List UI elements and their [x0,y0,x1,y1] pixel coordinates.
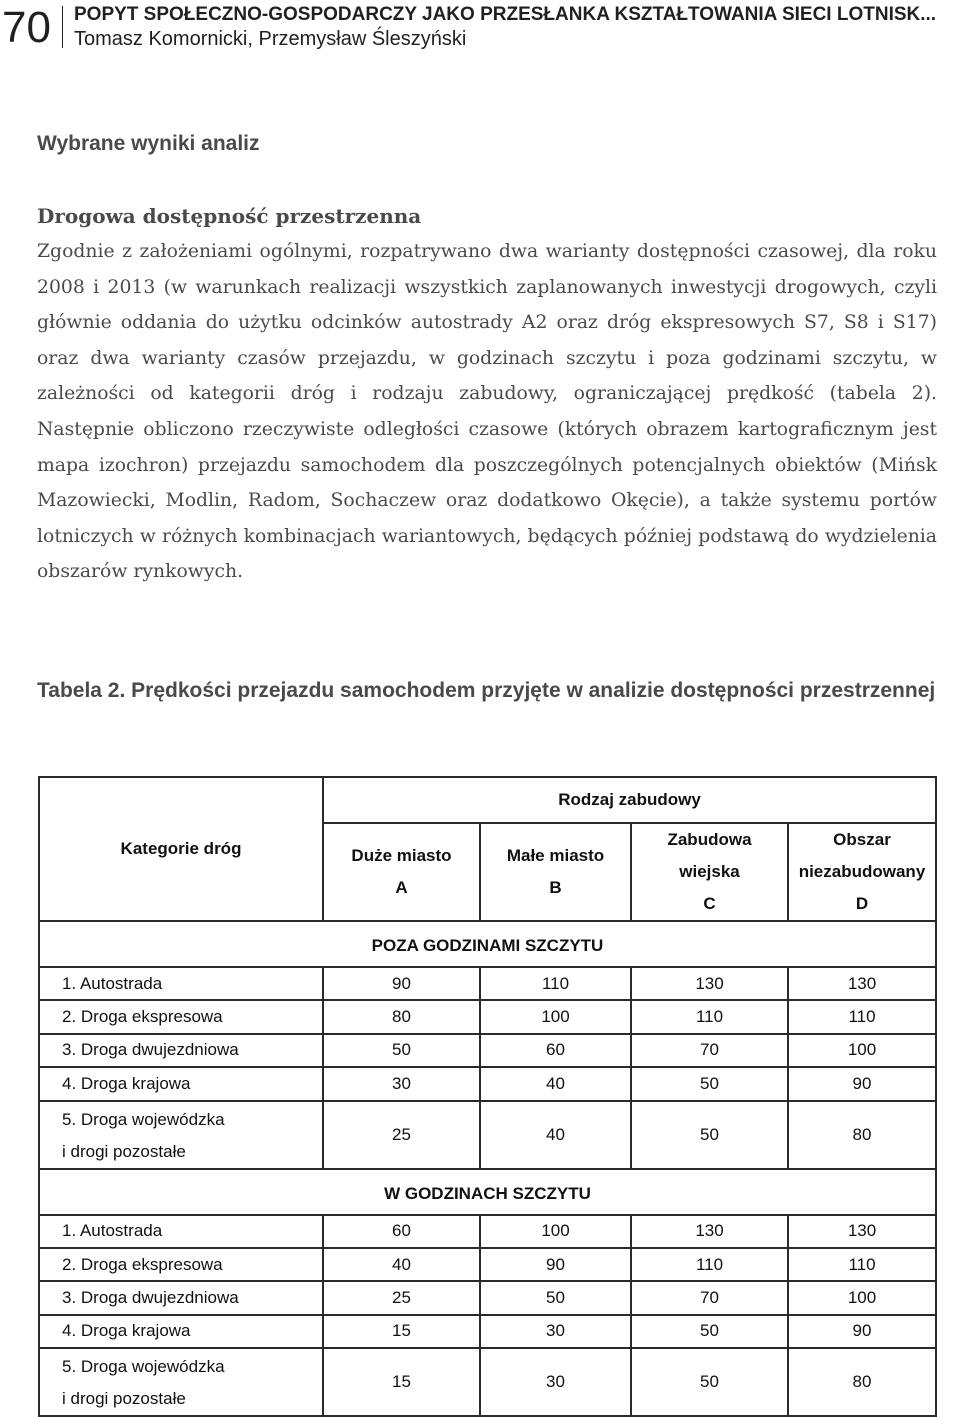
column-header [631,823,788,921]
speed-value: 90 [788,1315,936,1348]
article-body [37,200,937,590]
header-divider [62,6,63,48]
speed-value: 30 [480,1348,631,1416]
column-header-line: Duże miasto [351,846,452,865]
table-row [39,1281,936,1314]
table-row [39,1067,936,1100]
road-category-line: 4. Droga krajowa [62,1321,191,1341]
speed-value: 30 [480,1315,631,1348]
speed-value: 100 [788,1034,936,1067]
speed-value: 40 [480,1101,631,1169]
table-row [39,1034,936,1067]
running-title: POPYT SPOŁECZNO-GOSPODARCZY JAKO PRZESŁANKA KSZTAŁTOWANIA SIECI LOTNISK... [74,4,937,25]
column-header-line: B [549,878,562,897]
speed-value: 50 [631,1101,788,1169]
road-category-line: 2. Droga ekspresowa [62,1254,223,1274]
speed-table [38,776,937,1417]
road-category [39,1215,323,1248]
speed-value: 80 [788,1348,936,1416]
table-row [39,1000,936,1033]
speed-value: 50 [323,1034,480,1067]
speed-value: 25 [323,1101,480,1169]
speed-value: 90 [323,967,480,1000]
column-header-line: Obszar [833,830,891,849]
table-row [39,1248,936,1281]
road-category [39,1034,323,1067]
road-category [39,1315,323,1348]
road-category-line: 3. Droga dwujezdniowa [62,1288,239,1308]
speed-value: 25 [323,1281,480,1314]
road-category-line: 2. Droga ekspresowa [62,1007,223,1027]
speed-value: 110 [788,1000,936,1033]
road-category-line: i drogi pozostałe [62,1389,186,1409]
speed-value: 70 [631,1281,788,1314]
speed-value: 40 [480,1067,631,1100]
table-row [39,1215,936,1248]
speed-value: 100 [788,1281,936,1314]
speed-value: 110 [788,1248,936,1281]
section-title: Wybrane wyniki analiz [37,132,260,155]
speed-value: 130 [788,1215,936,1248]
speed-value: 50 [480,1281,631,1314]
road-category [39,1000,323,1033]
column-header-line: D [855,894,869,913]
running-authors: Tomasz Komornicki, Przemysław Śleszyński [74,28,467,50]
speed-value: 50 [631,1067,788,1100]
speed-value: 80 [788,1101,936,1169]
road-category [39,1067,323,1100]
column-header-line: Małe miasto [506,846,605,865]
speed-value: 130 [631,967,788,1000]
road-category-line: 5. Droga wojewódzka [62,1109,225,1129]
speed-value: 130 [788,967,936,1000]
group-header: Rodzaj zabudowy [323,777,936,823]
speed-value: 80 [323,1000,480,1033]
road-category-line: 3. Droga dwujezdniowa [62,1040,239,1060]
road-category-line: 5. Droga wojewódzka [62,1357,225,1377]
road-category-line: i drogi pozostałe [62,1141,186,1161]
speed-value: 70 [631,1034,788,1067]
column-header [323,823,480,921]
table-row [39,1348,936,1416]
column-header [788,823,936,921]
speed-value: 60 [480,1034,631,1067]
road-category [39,967,323,1000]
column-header-line: A [395,878,408,897]
road-category-line: 1. Autostrada [62,1221,163,1241]
speed-value: 90 [480,1248,631,1281]
section-header: W GODZINACH SZCZYTU [39,1169,936,1215]
column-header-line: Zabudowa [667,830,752,849]
speed-value: 30 [323,1067,480,1100]
speed-value: 50 [631,1315,788,1348]
speed-value: 100 [480,1215,631,1248]
column-header [480,823,631,921]
speed-value: 15 [323,1315,480,1348]
body-paragraph: Zgodnie z założeniami ogólnymi, rozpatrywano dwa warianty dostępności czasowej, dla roku 2008 i 2013 (w warunkach realizacji wszystkich zaplanowanych inwestycji drogowych, czyli głównie oddania do użytku odcinków autostrady A2 oraz dróg ekspresowych S7, S8 i S17) oraz dwa warianty czasów przejazdu, w godzinach szczytu i poza godzinami szczytu, w zależności od kategorii dróg i rodzaju zabudowy, ograniczającej prędkość (tabela 2). Następnie obliczono rzeczywiste odległości czasowe (których obrazem kartograficznym jest mapa izochron) przejazdu samochodem dla poszczególnych potencjalnych obiektów (Mińsk Mazowiecki, Modlin, Radom, Sochaczew oraz dodatkowo Okęcie), a także systemu portów lotniczych w różnych kombinacjach wariantowych, będących później podstawą do wydzielenia obszarów rynkowych. [37,241,937,583]
speed-value: 15 [323,1348,480,1416]
table-row [39,967,936,1000]
speed-value: 60 [323,1215,480,1248]
subheading: Drogowa dostępność przestrzenna [37,204,422,228]
speed-value: 50 [631,1348,788,1416]
road-category-line: 1. Autostrada [62,973,163,993]
speed-value: 100 [480,1000,631,1033]
speed-value: 90 [788,1067,936,1100]
column-header-line: wiejska [679,862,740,881]
table-caption: Tabela 2. Prędkości przejazdu samochodem przyjęte w analizie dostępności przestrzennej [37,679,936,702]
road-category-line: 4. Droga krajowa [62,1073,191,1093]
speed-value: 110 [631,1248,788,1281]
table-row [39,1101,936,1169]
page-number: 70 [2,3,51,52]
speed-value: 130 [631,1215,788,1248]
road-category [39,1248,323,1281]
road-category [39,1101,323,1169]
section-header: POZA GODZINAMI SZCZYTU [39,921,936,967]
table-row [39,1315,936,1348]
speed-value: 40 [323,1248,480,1281]
corner-header: Kategorie dróg [39,777,323,921]
column-header-line: C [703,894,716,913]
road-category [39,1348,323,1416]
column-header-line: niezabudowany [798,862,926,881]
speed-value: 110 [480,967,631,1000]
road-category [39,1281,323,1314]
speed-value: 110 [631,1000,788,1033]
